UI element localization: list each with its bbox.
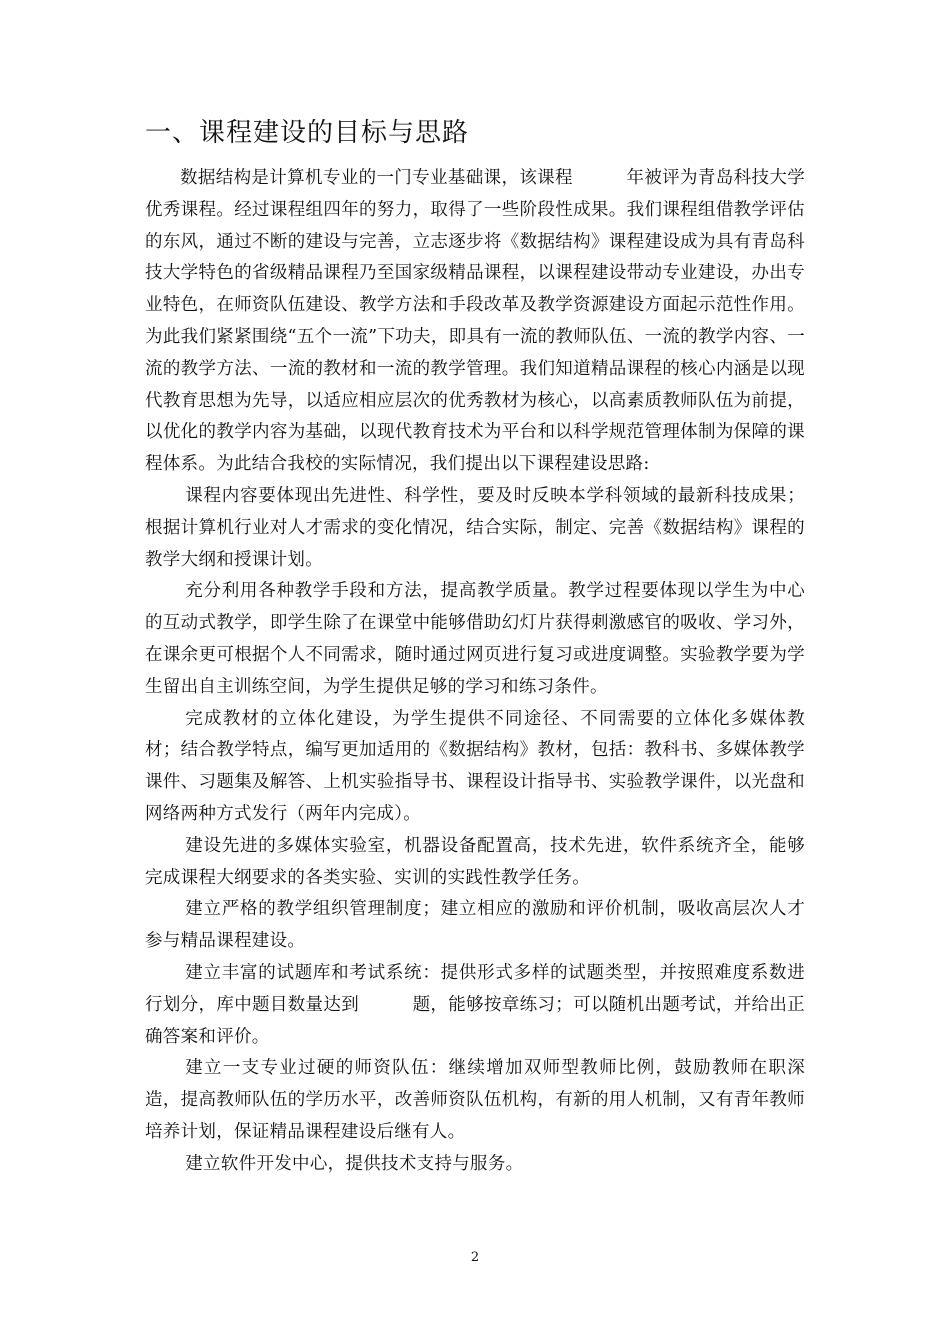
paragraph-intro: 数据结构是计算机专业的一门专业基础课，该课程 年被评为青岛科技大学优秀课程。经过课程组四年的努力，取得了一些阶段性成果。我们课程组借教学评估的东风，通过不断的建设与完善，立志逐步将《数据结构》课程建设成为具有青岛科技大学特色的省级精品课程乃至国家级精品课程，以课程建设带动专业建设，办出专业特色，在师资队伍建设、教学方法和手段改革及教学资源建设方面起示范性作用。为此我们紧紧围绕“五个一流”下功夫，即具有一流的教师队伍、一流的教学内容、一流的教学方法、一流的教材和一流的教学管理。我们知道精品课程的核心内涵是以现代教育思想为先导，以适应相应层次的优秀教材为核心，以高素质教师队伍为前提，以优化的教学内容为基础，以现代教育技术为平台和以科学规范管理体制为保障的课程体系。为此结合我校的实际情况，我们提出以下课程建设思路: [145, 168, 805, 475]
paragraph-management: 建立严格的教学组织管理制度；建立相应的激励和评价机制，吸收高层次人才参与精品课程建设。 [145, 899, 805, 952]
paragraph-software-center: 建立软件开发中心，提供技术支持与服务。 [185, 1153, 524, 1174]
section-heading: 一、课程建设的目标与思路 [145, 118, 470, 148]
paragraph-textbooks: 完成教材的立体化建设，为学生提供不同途径、不同需要的立体化多媒体教材；结合教学特点，编写更加适用的《数据结构》教材，包括：教科书、多媒体教学课件、习题集及解答、上机实验指导书、课程设计指导书、实验教学课件，以光盘和网络两种方式发行（两年内完成）。 [145, 708, 805, 824]
paragraph-course-content: 课程内容要体现出先进性、科学性，要及时反映本学科领域的最新科技成果；根据计算机行业对人才需求的变化情况，结合实际，制定、完善《数据结构》课程的教学大纲和授课计划。 [145, 485, 805, 570]
paragraph-multimedia-lab: 建设先进的多媒体实验室，机器设备配置高，技术先进，软件系统齐全，能够完成课程大纲要求的各类实验、实训的实践性教学任务。 [145, 835, 805, 888]
paragraph-exam-system: 建立丰富的试题库和考试系统：提供形式多样的试题类型，并按照难度系数进行划分，库中题目数量达到 题，能够按章练习；可以随机出题考试，并给出正确答案和评价。 [145, 962, 805, 1047]
paragraph-teaching-methods: 充分利用各种教学手段和方法，提高教学质量。教学过程要体现以学生为中心的互动式教学，即学生除了在课堂中能够借助幻灯片获得刺激感官的吸收、学习外，在课余更可根据个人不同需求，随时通过网页进行复习或进度调整。实验教学要为学生留出自主训练空间，为学生提供足够的学习和练习条件。 [145, 581, 805, 697]
page-number: 2 [470, 1250, 480, 1265]
body-text [145, 163, 805, 1181]
paragraph-faculty: 建立一支专业过硬的师资队伍：继续增加双师型教师比例，鼓励教师在职深造，提高教师队伍的学历水平，改善师资队伍机构，有新的用人机制，又有青年教师培养计划，保证精品课程建设后继有人。 [145, 1058, 805, 1142]
